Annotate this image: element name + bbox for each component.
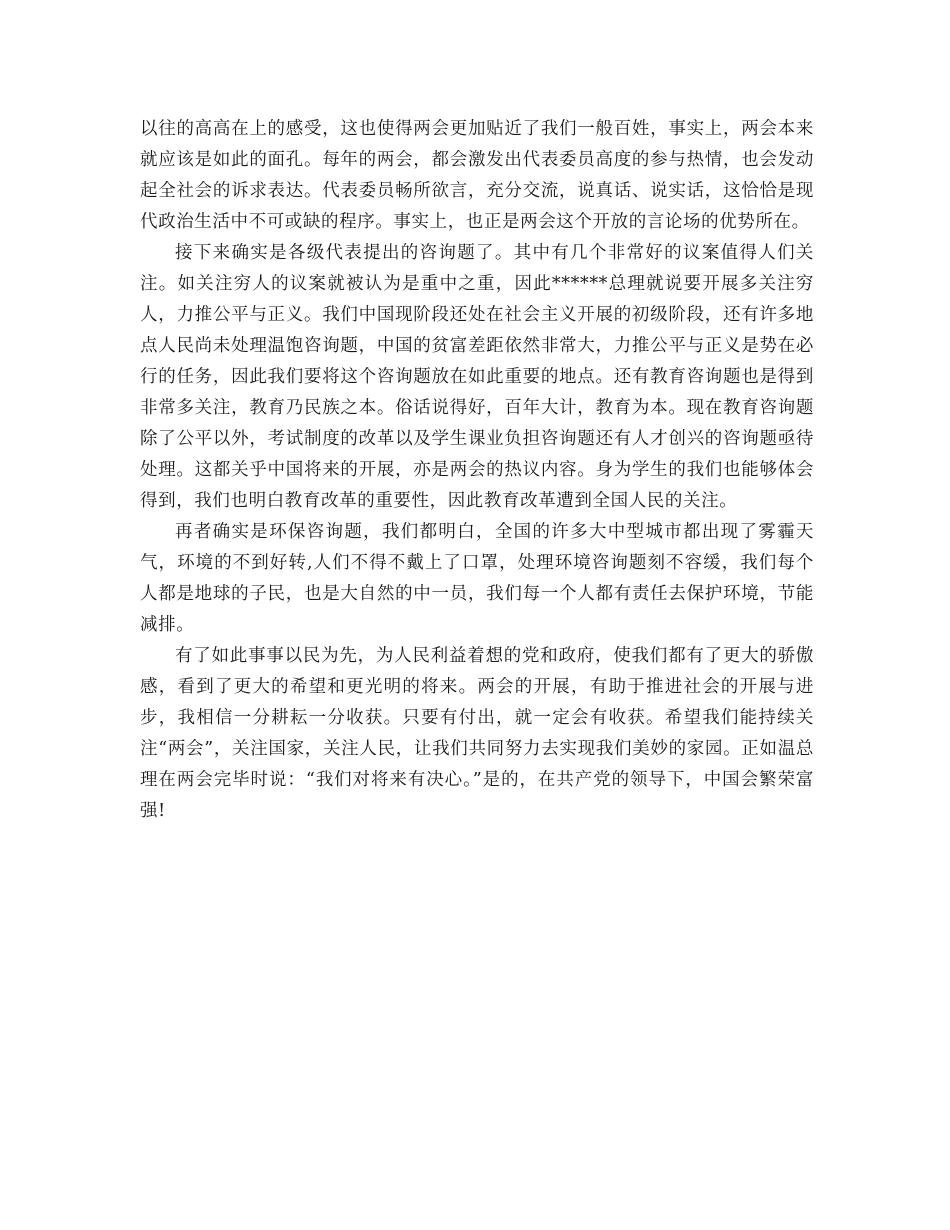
paragraph-3: 再者确实是环保咨询题，我们都明白，全国的许多大中型城市都出现了雾霾天气，环境的不到好转,人们不得不戴上了口罩，处理环境咨询题刻不容缓，我们每个人都是地球的子民，也是大自然的中一员，我们每一个人都有责任去保护环境，节能减排。 [140,522,814,635]
paragraph-4: 有了如此事事以民为先，为人民利益着想的党和政府，使我们都有了更大的骄傲感，看到了更大的希望和更光明的将来。两会的开展，有助于推进社会的开展与进步，我相信一分耕耘一分收获。只要有付出，就一定会有收获。希望我们能持续关注“两会”，关注国家，关注人民，让我们共同努力去实现我们美妙的家园。正如温总理在两会完毕时说：“我们对将来有决心。”是的，在共产党的领导下，中国会繁荣富强! [140,646,814,821]
paragraph-1: 以往的高高在上的感受，这也使得两会更加贴近了我们一般百姓，事实上，两会本来就应该是如此的面孔。每年的两会，都会激发出代表委员高度的参与热情，也会发动起全社会的诉求表达。代表委员畅所欲言，充分交流，说真话、说实话，这恰恰是现代政治生活中不可或缺的程序。事实上，也正是两会这个开放的言论场的优势所在。 [140,119,814,232]
paragraph-2: 接下来确实是各级代表提出的咨询题了。其中有几个非常好的议案值得人们关注。如关注穷人的议案就被认为是重中之重，因此******总理就说要开展多关注穷人，力推公平与正义。我们中国现阶段还处在社会主义开展的初级阶段，还有许多地点人民尚未处理温饱咨询题，中国的贫富差距依然非常大，力推公平与正义是势在必行的任务，因此我们要将这个咨询题放在如此重要的地点。还有教育咨询题也是得到非常多关注，教育乃民族之本。俗话说得好，百年大计，教育为本。现在教育咨询题除了公平以外，考试制度的改革以及学生课业负担咨询题还有人才创兴的咨询题亟待处理。这都关乎中国将来的开展，亦是两会的热议内容。身为学生的我们也能够体会得到，我们也明白教育改革的重要性，因此教育改革遭到全国人民的关注。 [140,243,814,511]
